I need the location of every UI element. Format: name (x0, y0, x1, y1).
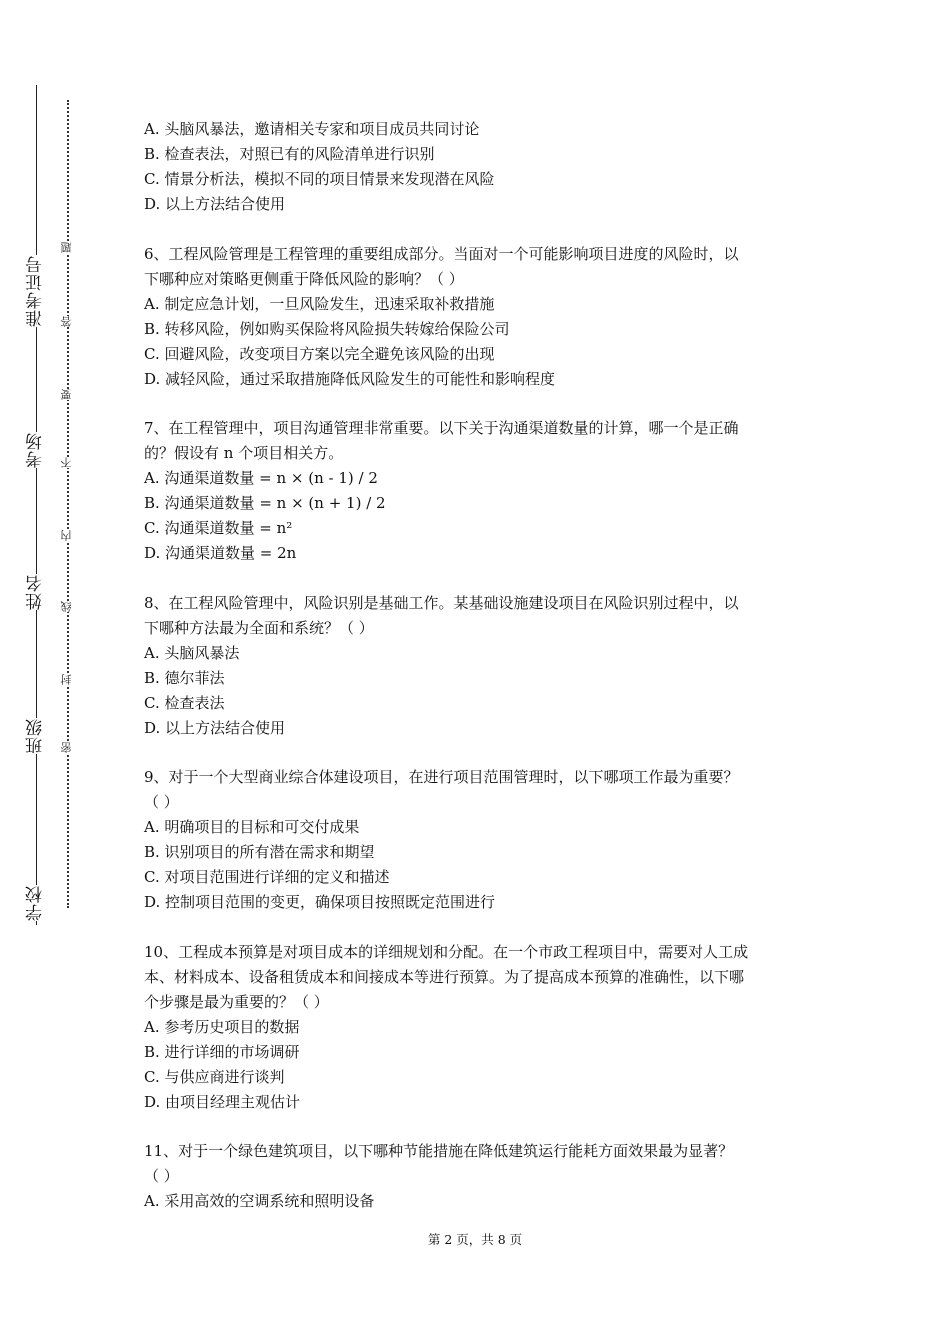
question-stem: 个步骤是最为重要的？（ ） (144, 992, 329, 1011)
question-stem: 的？假设有 n 个项目相关方。 (144, 444, 344, 462)
seal-char: 题 (58, 242, 76, 253)
option: A. 头脑风暴法 (144, 643, 240, 662)
option: A. 制定应急计划，一旦风险发生，迅速采取补救措施 (144, 294, 495, 313)
option: C. 回避风险，改变项目方案以完全避免该风险的出现 (144, 344, 495, 363)
seal-char: 要 (58, 389, 76, 400)
question-stem: 9、对于一个大型商业综合体建设项目，在进行项目范围管理时，以下哪项工作最为重要？ (144, 768, 739, 786)
option: C. 情景分析法，模拟不同的项目情景来发现潜在风险 (144, 170, 495, 188)
option: B. 沟通渠道数量 = n × (n + 1) / 2 (144, 494, 386, 512)
question-9 (144, 765, 812, 915)
option: D. 控制项目范围的变更，确保项目按照既定范围进行 (144, 893, 496, 911)
question-stem: 8、在工程风险管理中，风险识别是基础工作。某基础设施建设项目在风险识别过程中，以 (144, 593, 739, 612)
question-11 (144, 1139, 812, 1214)
question-6 (144, 242, 812, 392)
question-8 (144, 591, 812, 741)
option: A. 沟通渠道数量 = n × (n - 1) / 2 (144, 469, 378, 487)
question-stem: 11、对于一个绿色建筑项目，以下哪种节能措施在降低建筑运行能耗方面效果最为显著？ (144, 1142, 734, 1160)
question-10 (144, 940, 812, 1115)
option: A. 明确项目的目标和可交付成果 (144, 818, 360, 836)
option: C. 检查表法 (144, 693, 225, 712)
option: A. 参考历史项目的数据 (144, 1017, 300, 1036)
question-stem: 7、在工程管理中，项目沟通管理非常重要。以下关于沟通渠道数量的计算，哪一个是正确 (144, 419, 739, 437)
question-content (144, 117, 812, 1214)
option: B. 德尔菲法 (144, 668, 225, 687)
option: D. 由项目经理主观估计 (144, 1092, 301, 1111)
option: D. 沟通渠道数量 = 2n (144, 544, 297, 562)
seal-char: 答 (58, 316, 76, 327)
option: B. 转移风险，例如购买保险将风险损失转嫁给保险公司 (144, 319, 510, 338)
seal-char: 密 (58, 742, 76, 753)
binding-solid-line (36, 85, 37, 925)
seal-char: 线 (58, 601, 76, 612)
seal-char: 封 (58, 674, 76, 685)
option: A. 采用高效的空调系统和照明设备 (144, 1192, 375, 1210)
question-stem: （ ） (144, 1167, 179, 1185)
label-exam-number: 准考证号 (23, 255, 49, 327)
option: A. 头脑风暴法，邀请相关专家和项目成员共同讨论 (144, 120, 480, 138)
option: D. 以上方法结合使用 (144, 195, 286, 213)
seal-char: 不 (58, 457, 76, 468)
seal-char: 内 (58, 530, 76, 541)
option: D. 以上方法结合使用 (144, 718, 286, 737)
option: D. 减轻风险，通过采取措施降低风险发生的可能性和影响程度 (144, 369, 556, 388)
label-name: 姓名 (23, 574, 49, 610)
option: B. 检查表法，对照已有的风险清单进行识别 (144, 145, 435, 163)
option: B. 识别项目的所有潜在需求和期望 (144, 843, 375, 861)
question-stem: 本、材料成本、设备租赁成本和间接成本等进行预算。为了提高成本预算的准确性，以下哪 (144, 967, 745, 986)
option: B. 进行详细的市场调研 (144, 1042, 300, 1061)
page-number-footer: 第 2 页，共 8 页 (427, 1232, 523, 1247)
option: C. 对项目范围进行详细的定义和描述 (144, 868, 390, 886)
question-stem: 下哪种应对策略更侧重于降低风险的影响？（ ） (144, 269, 464, 288)
question-stem: 下哪种方法最为全面和系统？（ ） (144, 618, 374, 637)
question-stem: 10、工程成本预算是对项目成本的详细规划和分配。在一个市政工程项目中，需要对人工成 (144, 942, 749, 961)
question-stem: （ ） (144, 793, 179, 811)
question-7 (144, 416, 812, 566)
question-stem: 6、工程风险管理是工程管理的重要组成部分。当面对一个可能影响项目进度的风险时，以 (144, 244, 739, 263)
label-exam-room: 考场 (23, 432, 49, 468)
label-school: 学校 (23, 885, 49, 921)
prev-question-options (144, 117, 812, 217)
binding-strip (0, 0, 90, 1344)
label-class: 班级 (23, 718, 49, 754)
option: C. 与供应商进行谈判 (144, 1067, 285, 1086)
option: C. 沟通渠道数量 = n² (144, 519, 293, 537)
seal-dotted-line (67, 100, 69, 908)
